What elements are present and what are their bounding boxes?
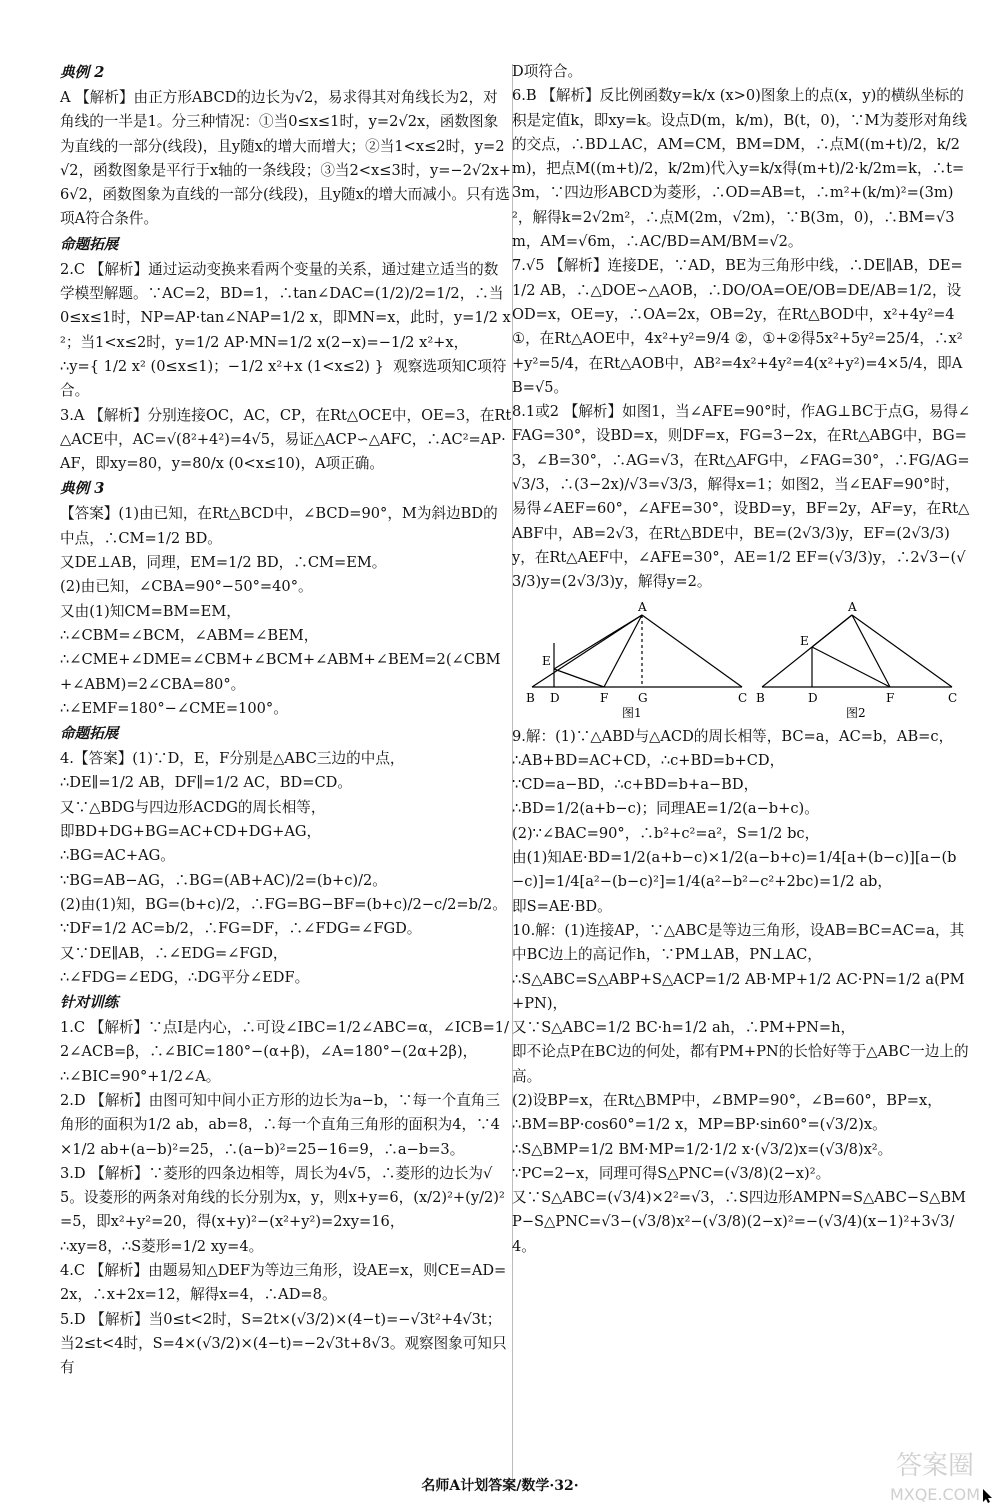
fig2-label-A: A	[848, 599, 857, 614]
fig2-label-E: E	[800, 633, 809, 648]
fig2-label-D: D	[808, 690, 818, 705]
fig1-label-F: F	[600, 690, 609, 705]
answer-paragraph: 7.√5 【解析】连接DE，∵AD，BE为三角形中线，∴DE∥AB，DE=1/2 AB，∴△DOE∽△AOB，∴DO/OA=OE/OB=DE/AB=1/2，设OD=x，OE=y，∴OA=2x，OB=2y，在Rt△BOD中，x²+4y²=4 ①，在Rt△AOE中，4x²+y²=9/4 ②，①+②得5x²+5y²=25/4，∴x²+y²=5/4，在Rt△AOB中，AB²=4x²+4y²=4(x²+y²)=4×5/4，即AB=√5。	[512, 257, 963, 396]
fig1-caption: 图1	[622, 705, 642, 719]
answer-paragraph: D项符合。	[512, 63, 583, 80]
page-footer: 名师A计划答案/数学·32·	[421, 1478, 579, 1494]
answer-paragraph: ∴y={ 1/2 x² (0≤x≤1)；−1/2 x²+x (1<x≤2) } 观察选项知C项符合。	[60, 357, 507, 400]
fig1-label-D: D	[550, 690, 560, 705]
left-column	[60, 60, 512, 1381]
fig1-label-C: C	[738, 690, 748, 705]
answer-paragraph: 5.D 【解析】当0≤t<2时，S=2t×(√3/2)×(4−t)=−√3t²+4√3t；当2≤t<4时，S=4×(√3/2)×(4−t)=−2√3t+8√3。观察图象可知只有	[60, 1310, 507, 1377]
answer-paragraph: 10.解：(1)连接AP，∵△ABC是等边三角形，设AB=BC=AC=a，其中BC边上的高记作h，∵PM⊥AB，PN⊥AC， ∴S△ABC=S△ABP+S△ACP=1/2 AB·MP+1/2 AC·PN=1/2 a(PM+PN)， 又∵S△ABC=1/2 BC·h=1/2 ah，∴PM+PN=h， 即不论点P在BC边的何处，都有PM+PN的长恰好等于△ABC一边上的高。 (2)设BP=x，在Rt△BMP中，∠BMP=90°，∠B=60°，BP=x， ∴BM=BP·cos60°=1/2 x，MP=BP·sin60°=(√3/2)x。 ∴S△BMP=1/2 BM·MP=1/2·1/2 x·(√3/2)x=(√3/8)x²。 ∵PC=2−x，同理可得S△PNC=(√3/8)(2−x)²。 又∵S△ABC=(√3/4)×2²=√3，∴S四边形AMPN=S△ABC−S△BMP−S△PNC=√3−(√3/8)x²−(√3/8)(2−x)²=−(√3/4)(x−1)²+3√3/4。	[512, 921, 969, 1255]
answer-paragraph: 8.1或2 【解析】如图1，当∠AFE=90°时，作AG⊥BC于点G，易得∠FAG=30°，设BD=x，则DF=x，FG=3−2x，在Rt△ABG中，BG=3，∠B=30°，∴AG=√3，在Rt△AFG中，∠FAG=30°，∴FG/AG=√3/3，∴(3−2x)/√3=√3/3，解得x=1；如图2，当∠EAF=90°时，易得∠AEF=60°，∠AFE=30°，设BD=y，BF=2y，AF=y，在Rt△ABF中，AB=2√3，在Rt△BDE中，BE=(2√3/3)y，EF=(2√3/3)y，在Rt△AEF中，∠AFE=30°，AE=1/2 EF=(√3/3)y，∴2√3−(√3/3)y=(2√3/3)y，解得y=2。	[512, 403, 971, 591]
mouse-cursor-icon	[982, 1488, 994, 1504]
figure-1	[532, 615, 742, 687]
answer-paragraph: 6.B 【解析】反比例函数y=k/x (x>0)图象上的点(x，y)的横纵坐标的积是定值k，即xy=k。设点D(m，k/m)，B(t，0)，∵M为菱形对角线的交点，∴BD⊥AC，AM=CM，BM=DM，∴点M((m+t)/2，k/2m)，把点M((m+t)/2，k/2m)代入y=k/x得(m+t)/2·k/2m=k，∴t=3m，∵四边形ABCD为菱形，∴OD=AB=t，∴m²+(k/m)²=(3m)²，解得k=2√2m²，∴点M(2m，√2m)，∵B(3m，0)，∴BM=√3m，AM=√6m，∴AC/BD=AM/BM=√2。	[512, 87, 967, 251]
fig2-label-B: B	[756, 690, 765, 705]
fig1-label-B: B	[526, 690, 535, 705]
fig2-caption: 图2	[846, 705, 866, 719]
answer-paragraph: 又DE⊥AB，同理，EM=1/2 BD，∴CM=EM。	[60, 554, 387, 572]
section-heading: 针对训练	[60, 994, 119, 1012]
fig2-label-F: F	[886, 690, 895, 705]
answer-paragraph: 2.D 【解析】由图可知中间小正方形的边长为a−b，∵每一个直角三角形的面积为1/2 ab，ab=8，∴每一个直角三角形的面积为4，∵4×1/2 ab+(a−b)²=25，∴(a−b)²=25−16=9，∴a−b=3。	[60, 1091, 500, 1158]
figure-1-and-2	[512, 599, 972, 719]
answer-paragraph: 3.D 【解析】∵菱形的四条边相等，周长为4√5，∴菱形的边长为√5。设菱形的两条对角线的长分别为x，y，则x+y=6，(x/2)²+(y/2)²=5，即x²+y²=20，得(x+y)²−(x²+y²)=2xy=16， ∴xy=8，∴S菱形=1/2 xy=4。	[60, 1164, 505, 1255]
right-column	[512, 60, 972, 1259]
fig1-label-A: A	[638, 599, 647, 614]
fig2-label-C: C	[948, 690, 958, 705]
section-heading: 命题拓展	[60, 725, 119, 743]
watermark-logo	[880, 1440, 990, 1510]
section-heading: 典例 2	[60, 64, 105, 81]
section-heading: 命题拓展	[60, 235, 119, 253]
answer-paragraph: 4.【答案】(1)∵D，E，F分别是△ABC三边的中点， ∴DE∥=1/2 AB，DF∥=1/2 AC，BD=CD。 又∵△BDG与四边形ACDG的周长相等， 即BD+DG+BG=AC+CD+DG+AG， ∴BG=AC+AG。 ∵BG=AB−AG，∴BG=(AB+AC)/2=(b+c)/2。 (2)由(1)知，BG=(b+c)/2，∴FG=BG−BF=(b+c)/2−c/2=b/2。 ∵DF=1/2 AC=b/2，∴FG=DF，∴∠FDG=∠FGD。 又∵DE∥AB，∴∠EDG=∠FGD， ∴∠FDG=∠EDG，∴DG平分∠EDF。	[60, 750, 507, 986]
watermark-line1: 答案圈	[895, 1451, 975, 1481]
fig1-label-G: G	[638, 690, 648, 705]
answer-paragraph: 【答案】(1)由已知，在Rt△BCD中，∠BCD=90°，M为斜边BD的中点，∴CM=1/2 BD。	[60, 505, 498, 547]
answer-paragraph: 9.解：(1)∵△ABD与△ACD的周长相等，BC=a，AC=b，AB=c， ∴AB+BD=AC+CD，∴c+BD=b+CD， ∵CD=a−BD，∴c+BD=b+a−BD， ∴BD=1/2(a+b−c)；同理AE=1/2(a−b+c)。 (2)∵∠BAC=90°，∴b²+c²=a²，S=1/2 bc， 由(1)知AE·BD=1/2(a+b−c)×1/2(a−b+c)=1/4[a+(b−c)][a−(b−c)]=1/4[a²−(b−c)²]=1/4(a²−b²−c²+2bc)=1/2 ab， 即S=AE·BD。	[512, 727, 957, 915]
figure-2	[762, 615, 952, 687]
answer-paragraph: 3.A 【解析】分别连接OC，AC，CP，在Rt△OCE中，OE=3，在Rt△ACE中，AC=√(8²+4²)=4√5，易证△ACP∽△AFC，∴AC²=AP·AF，即xy=80，y=80/x (0<x≤10)，A项正确。	[60, 406, 512, 473]
section-heading: 典例 3	[60, 480, 105, 498]
watermark-line2: MXQE.COM	[889, 1485, 981, 1504]
answer-paragraph: 1.C 【解析】∵点I是内心，∴可设∠IBC=1/2∠ABC=α，∠ICB=1/2∠ACB=β，∴∠BIC=180°−(α+β)，∠A=180°−(2α+2β)， ∴∠BIC=90°+1/2∠A。	[60, 1019, 510, 1085]
answer-paragraph: 2.C 【解析】通过运动变换来看两个变量的关系，通过建立适当的数学模型解题。∵AC=2，BD=1，∴tan∠DAC=(1/2)/2=1/2，∴当0≤x≤1时，NP=AP·tan∠NAP=1/2 x，即MN=x，此时，y=1/2 x²；当1<x≤2时，y=1/2 AP·MN=1/2 x(2−x)=−1/2 x²+x，	[60, 260, 511, 351]
answer-paragraph: 4.C 【解析】由题易知△DEF为等边三角形，设AE=x，则CE=AD=2x，∴x+2x=12，解得x=4，∴AD=8。	[60, 1262, 507, 1304]
answer-paragraph: A 【解析】由正方形ABCD的边长为√2，易求得其对角线长为2，对角线的一半是1。分三种情况：①当0≤x≤1时，y=2√2x，函数图象为直线的一部分(线段)，且y随x的增大而增大；②当1<x≤2时，y=2√2，函数图象是平行于x轴的一条线段；③当2<x≤3时，y=−2√2x+6√2，函数图象为直线的一部分(线段)，且y随x的增大而减小。只有选项A符合条件。	[60, 89, 511, 228]
fig1-label-E: E	[542, 653, 551, 668]
answer-paragraph: (2)由已知，∠CBA=90°−50°=40°。 又由(1)知CM=BM=EM， ∴∠CBM=∠BCM，∠ABM=∠BEM， ∴∠CME+∠DME=∠CBM+∠BCM+∠ABM+∠BEM=2(∠CBM+∠ABM)=2∠CBA=80°。 ∴∠EMF=180°−∠CME=100°。	[60, 578, 501, 717]
